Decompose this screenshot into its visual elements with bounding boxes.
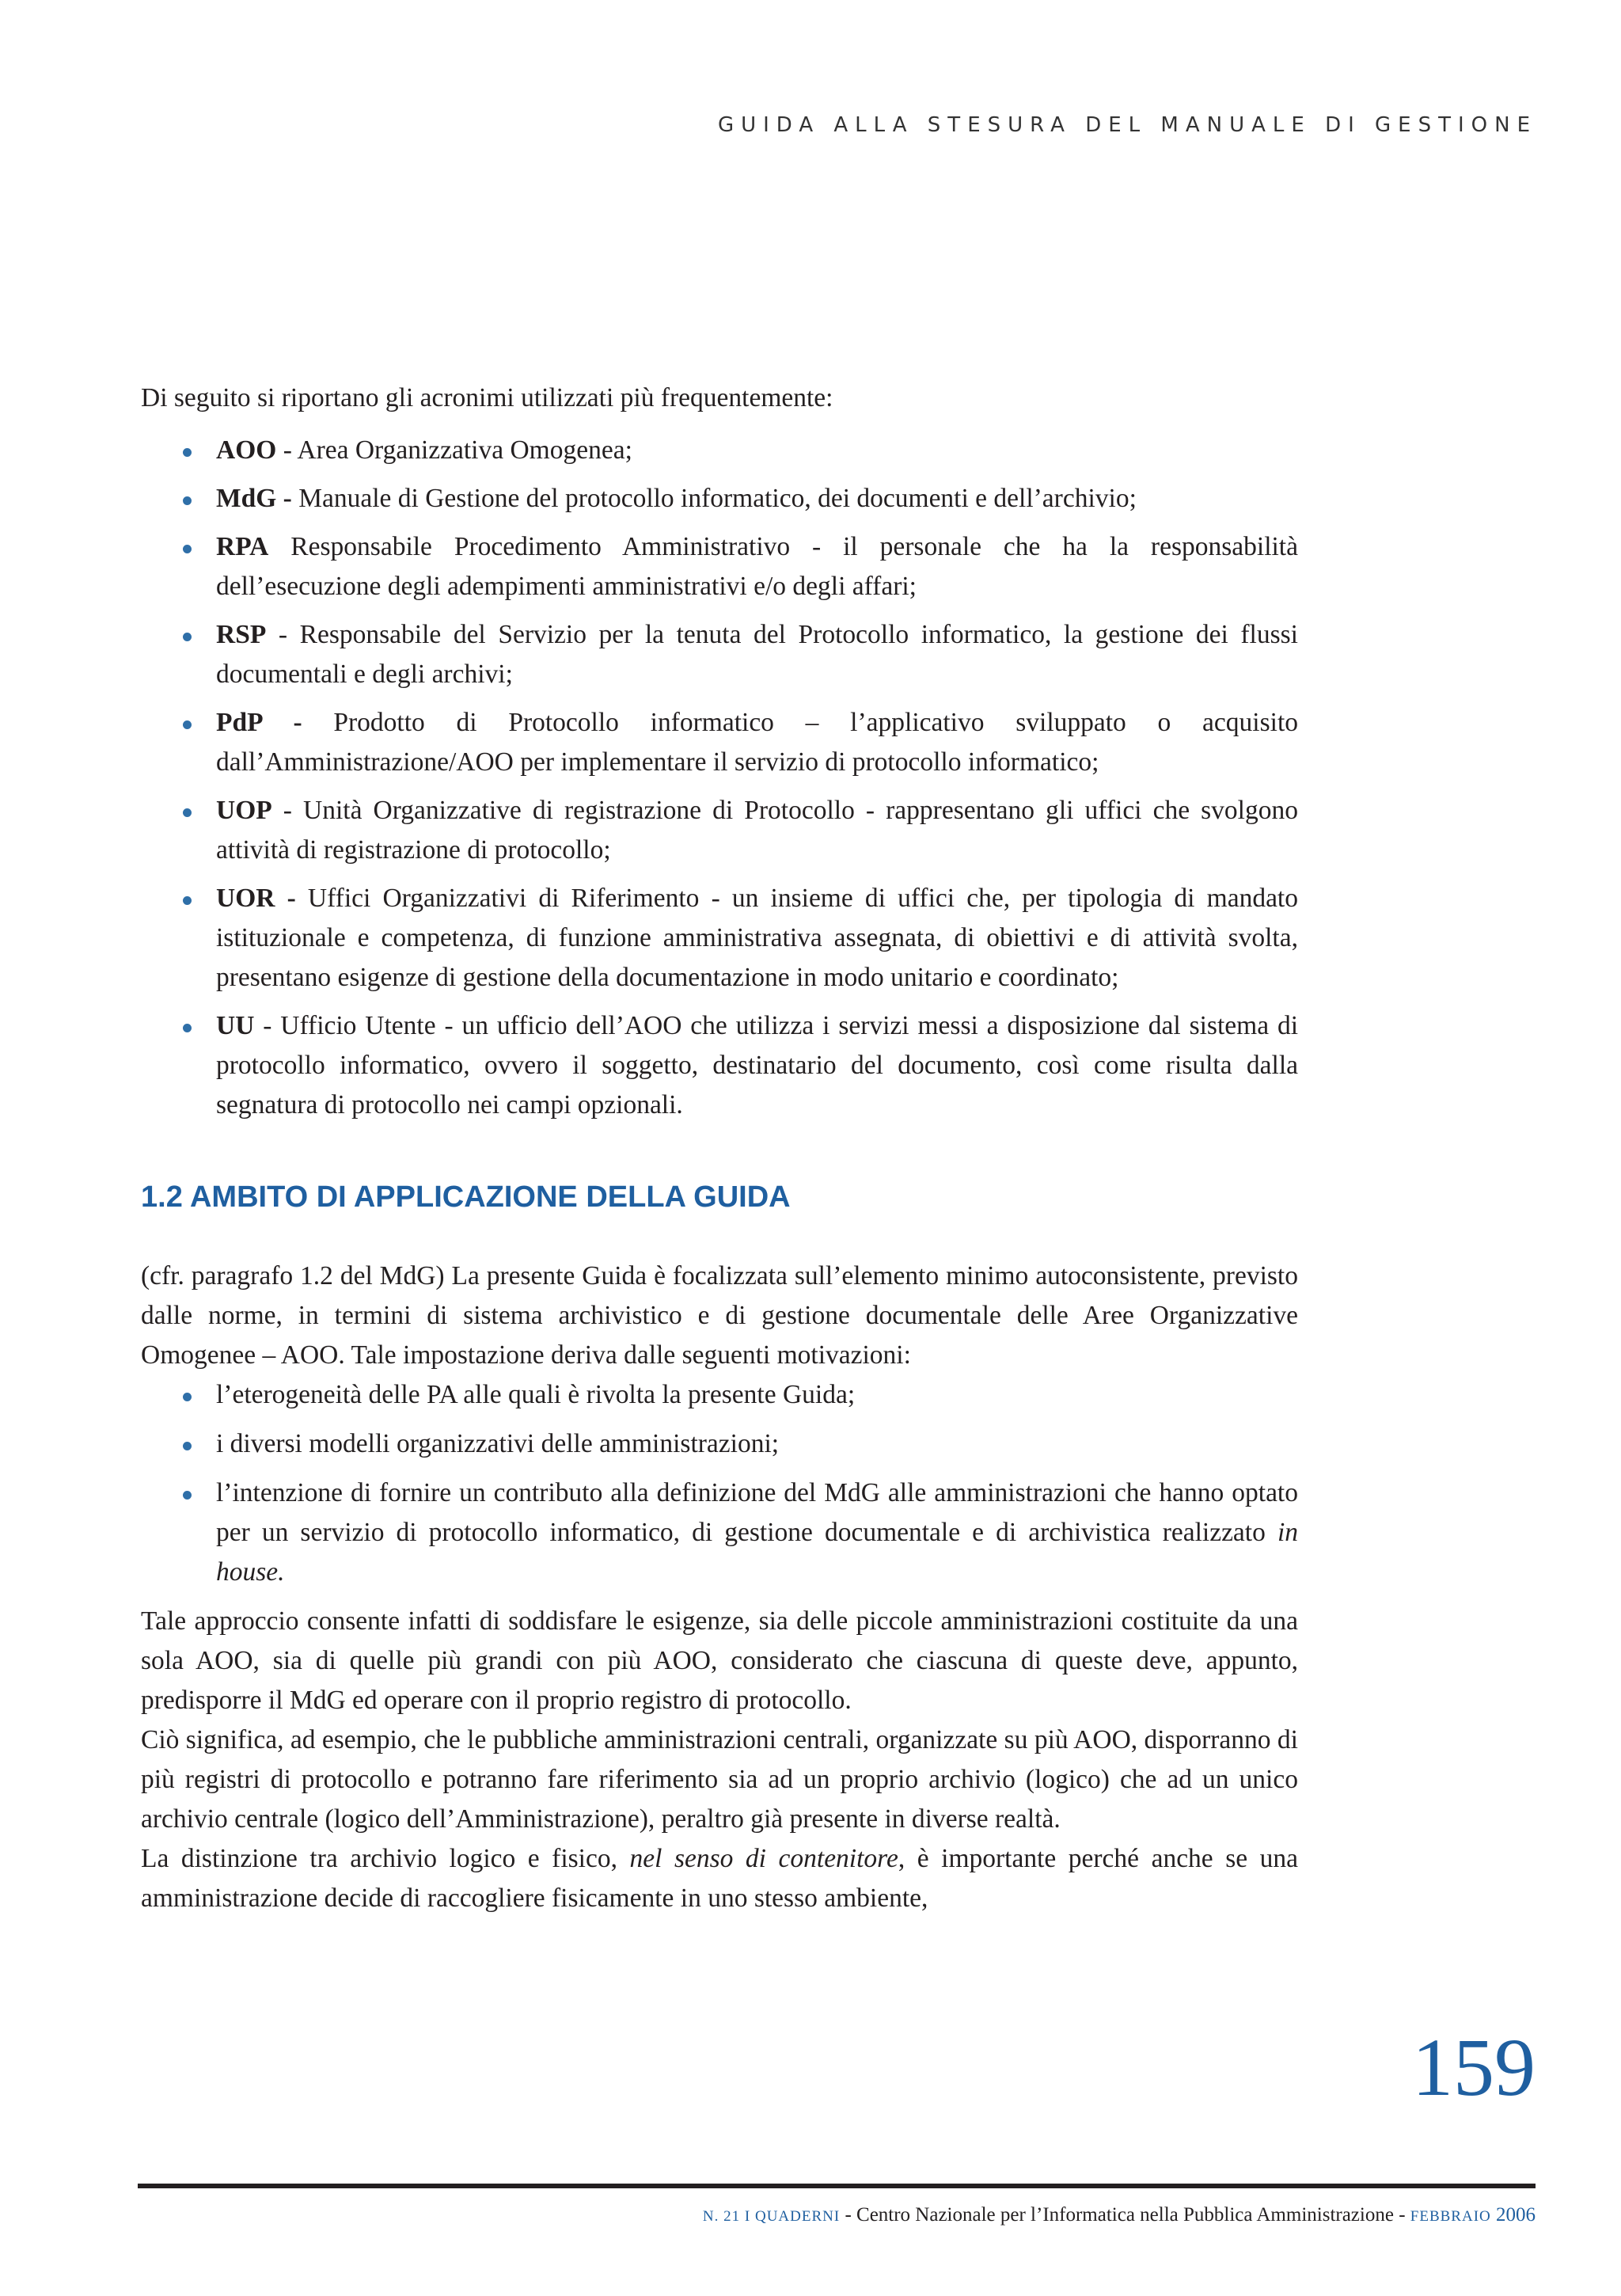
bullet-icon bbox=[183, 808, 192, 817]
footer-year: 2006 bbox=[1490, 2204, 1536, 2226]
footer-separator: I bbox=[740, 2208, 755, 2225]
acronym-term: RPA bbox=[216, 532, 269, 561]
section-title: AMBITO DI APPLICAZIONE DELLA GUIDA bbox=[189, 1180, 791, 1214]
acronym-definition: - Area Organizzativa Omogenea; bbox=[276, 435, 632, 465]
bullet-icon bbox=[183, 448, 192, 457]
acronym-item bbox=[141, 791, 1298, 870]
bullet-icon bbox=[183, 896, 192, 905]
running-header: GUIDA ALLA STESURA DEL MANUALE DI GESTIONE bbox=[717, 113, 1537, 137]
section-heading bbox=[141, 1177, 1298, 1217]
bullet-icon bbox=[183, 1442, 192, 1450]
bullet-icon bbox=[183, 1024, 192, 1032]
list-item bbox=[141, 1424, 1298, 1464]
bullet-icon bbox=[183, 545, 192, 553]
paragraph-italic: nel senso di contenitore bbox=[629, 1844, 898, 1873]
acronym-term: MdG - bbox=[216, 484, 292, 513]
list-item bbox=[141, 1375, 1298, 1415]
list-item-text: i diversi modelli organizzativi delle amministrazioni; bbox=[216, 1429, 780, 1458]
footer-dash: - bbox=[1393, 2204, 1410, 2226]
acronym-item bbox=[141, 527, 1298, 606]
list-item-italic: in house. bbox=[216, 1518, 1298, 1587]
acronym-definition: - Unità Organizzative di registrazione di Protocollo - rappresentano gli uffici che svolgono attività di registrazione di protocollo; bbox=[216, 796, 1298, 865]
footer-month: FEBBRAIO bbox=[1410, 2208, 1491, 2225]
acronym-definition: Responsabile Procedimento Amministrativo - il personale che ha la responsabilità dell’esecuzione degli adempimenti amministrativi e/o degli affari; bbox=[216, 532, 1298, 601]
paragraph-text: , è importante perché anche se una amministrazione decide di raccogliere fisicamente in uno stesso ambiente, bbox=[141, 1844, 1299, 1913]
list-item-text: l’intenzione di fornire un contributo alla definizione del MdG alle amministrazioni che hanno optato per un servizio di protocollo informatico, di gestione documentale e di archivistica realizzato bbox=[216, 1478, 1298, 1547]
footer-series: QUADERNI bbox=[754, 2208, 841, 2225]
acronym-term: RSP bbox=[216, 620, 267, 649]
paragraph-approach: Tale approccio consente infatti di soddisfare le esigenze, sia delle piccole amministrazioni costituite da una sola AOO, sia di quelle più grandi con più AOO, considerato che ciascuna di queste deve, appunto, predisporre il MdG ed operare con il proprio registro di protocollo. bbox=[141, 1606, 1298, 1715]
page-body bbox=[141, 378, 1298, 1918]
acronym-item bbox=[141, 615, 1298, 694]
acronym-item bbox=[141, 479, 1298, 519]
acronym-item bbox=[141, 703, 1298, 782]
acronym-term: UOR - bbox=[216, 884, 296, 913]
footer-divider bbox=[138, 2184, 1536, 2188]
acronyms-intro: Di seguito si riportano gli acronimi utilizzati più frequentemente: bbox=[141, 383, 833, 412]
acronym-definition: Uffici Organizzativi di Riferimento - un insieme di uffici che, per tipologia di mandato istituzionale e competenza, di funzione amministrativa assegnata, di obiettivi e di attività svolta, presentano esigenze di gestione della documentazione in modo unitario e coordinato; bbox=[216, 884, 1298, 992]
acronym-definition: - Responsabile del Servizio per la tenuta del Protocollo informatico, la gestione dei flussi documentali e degli archivi; bbox=[216, 620, 1298, 689]
bullet-icon bbox=[183, 720, 192, 729]
acronym-item bbox=[141, 431, 1298, 470]
footer-dash: - bbox=[840, 2204, 857, 2226]
page-number: 159 bbox=[1412, 2022, 1536, 2113]
paragraph-distinction bbox=[141, 1839, 1298, 1918]
acronym-term: UOP bbox=[216, 796, 272, 825]
section-number: 1.2 bbox=[141, 1180, 183, 1214]
acronym-term: UU bbox=[216, 1011, 255, 1040]
acronym-item bbox=[141, 1006, 1298, 1125]
acronym-item bbox=[141, 879, 1298, 998]
footer-issue: N. 21 bbox=[702, 2208, 741, 2225]
acronym-term: AOO bbox=[216, 435, 277, 465]
acronym-definition: Prodotto di Protocollo informatico – l’applicativo sviluppato o acquisito dall’Amministrazione/AOO per implementare il servizio di protocollo informatico; bbox=[216, 708, 1299, 777]
bullet-icon bbox=[183, 1393, 192, 1401]
acronym-term: PdP - bbox=[216, 708, 302, 737]
footer bbox=[703, 2204, 1536, 2226]
reason-list bbox=[141, 1375, 1298, 1592]
acronym-definition: Manuale di Gestione del protocollo informatico, dei documenti e dell’archivio; bbox=[291, 484, 1137, 513]
acronym-list bbox=[141, 431, 1298, 1125]
footer-publisher: Centro Nazionale per l’Informatica nella Pubblica Amministrazione bbox=[856, 2204, 1394, 2226]
bullet-icon bbox=[183, 633, 192, 641]
bullet-icon bbox=[183, 496, 192, 505]
list-item-text: l’eterogeneità delle PA alle quali è rivolta la presente Guida; bbox=[216, 1380, 856, 1409]
paragraph-scope: (cfr. paragrafo 1.2 del MdG) La presente Guida è focalizzata sull’elemento minimo autoconsistente, previsto dalle norme, in termini di sistema archivistico e di gestione documentale delle Aree Organizzative Omogenee – AOO. Tale impostazione deriva dalle seguenti motivazioni: bbox=[141, 1261, 1298, 1370]
acronym-definition: - Ufficio Utente - un ufficio dell’AOO che utilizza i servizi messi a disposizione dal sistema di protocollo informatico, ovvero il soggetto, destinatario del documento, così come risulta dalla segnatura di protocollo nei campi opzionali. bbox=[216, 1011, 1298, 1119]
list-item bbox=[141, 1473, 1298, 1592]
paragraph-text: La distinzione tra archivio logico e fisico, bbox=[141, 1844, 630, 1873]
paragraph-example: Ciò significa, ad esempio, che le pubbliche amministrazioni centrali, organizzate su più AOO, disporranno di più registri di protocollo e potranno fare riferimento sia ad un proprio archivio (logico) che ad un unico archivio centrale (logico dell’Amministrazione), peraltro già presente in diverse realtà. bbox=[141, 1725, 1298, 1834]
bullet-icon bbox=[183, 1491, 192, 1500]
